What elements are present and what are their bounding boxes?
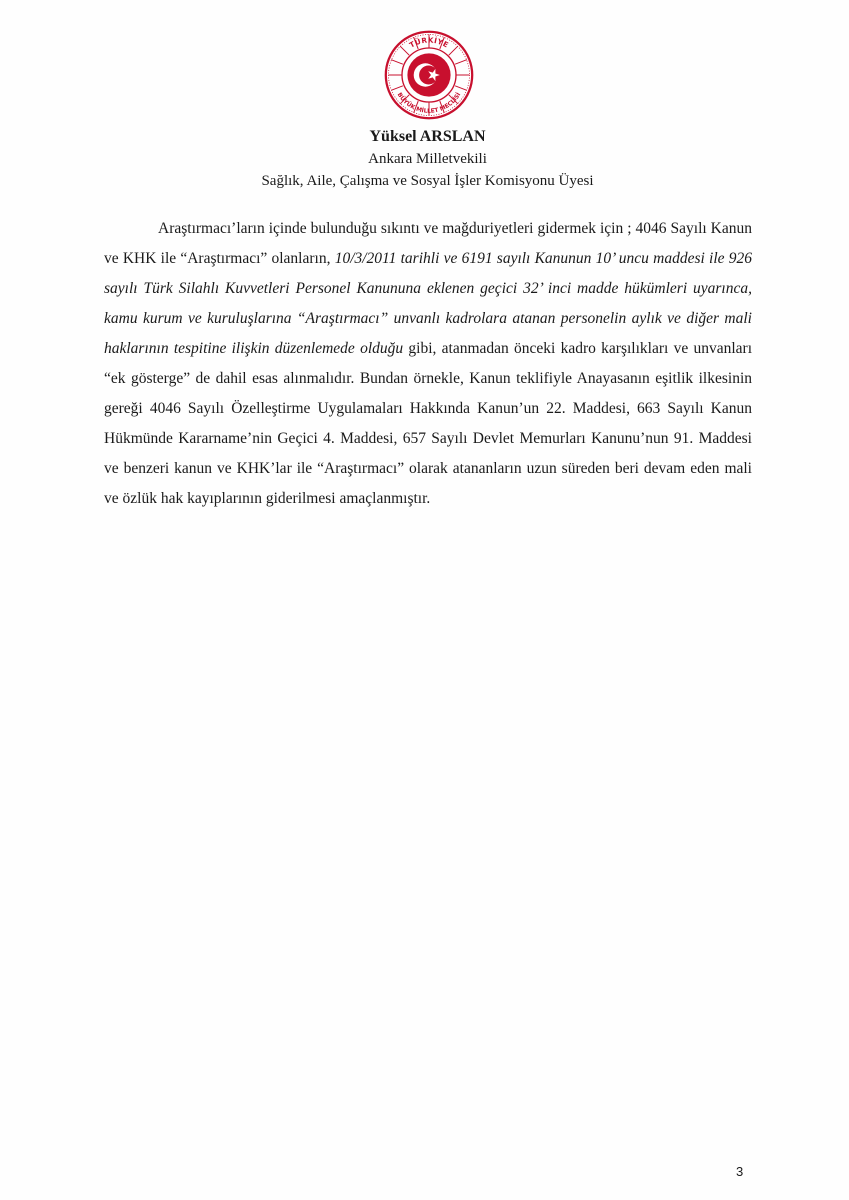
svg-text:BÜYÜK MİLLET MECLİSİ: BÜYÜK MİLLET MECLİSİ: [395, 92, 463, 115]
tbmm-seal-icon: [384, 30, 474, 120]
letterhead: [0, 126, 849, 192]
body-text-italic-quote: 10/3/2011 tarihli ve 6191 sayılı Kanunun 10’ uncu maddesi ile 926 sayılı Türk Silahlı Kuvvetleri Personel Kanununa eklenen geçici 32’ inci madde hükümleri uyarınca, kamu kurum ve kuruluşlarına “Araştırmacı” unvanlı kadrolara atanan personelin aylık ve diğer mali haklarının tespitine ilişkin düzenlemede olduğu: [104, 250, 752, 357]
deputy-role: Ankara Milletvekili: [368, 151, 487, 167]
page-number: 3: [736, 1164, 744, 1179]
svg-text:TÜRKİYE: TÜRKİYE: [407, 35, 451, 50]
deputy-name: Yüksel ARSLAN: [369, 128, 486, 145]
body-text-part-1: Araştırmacı’ların içinde bulunduğu sıkıntı ve mağduriyetleri gidermek için ; 4046 Sayılı Kanun ve KHK ile “Araştırmacı” olanların,: [104, 220, 752, 267]
committee-membership: Sağlık, Aile, Çalışma ve Sosyal İşler Komisyonu Üyesi: [261, 173, 594, 189]
body-paragraph: [104, 214, 752, 514]
body-text-part-2: gibi, atanmadan önceki kadro karşılıkları ve unvanları “ek gösterge” de dahil esas alınmalıdır. Bundan örnekle, Kanun teklifiyle Anayasanın eşitlik ilkesinin gereği 4046 Sayılı Özelleştirme Uygulamaları Hakkında Kanun’un 22. Maddesi, 663 Sayılı Kanun Hükmünde Kararname’nin Geçici 4. Maddesi, 657 Sayılı Devlet Memurları Kanunu’nun 91. Maddesi ve benzeri kanun ve KHK’lar ile “Araştırmacı” olarak atananların uzun süreden beri devam eden mali ve özlük hak kayıplarının giderilmesi amaçlanmıştır.: [104, 340, 752, 507]
